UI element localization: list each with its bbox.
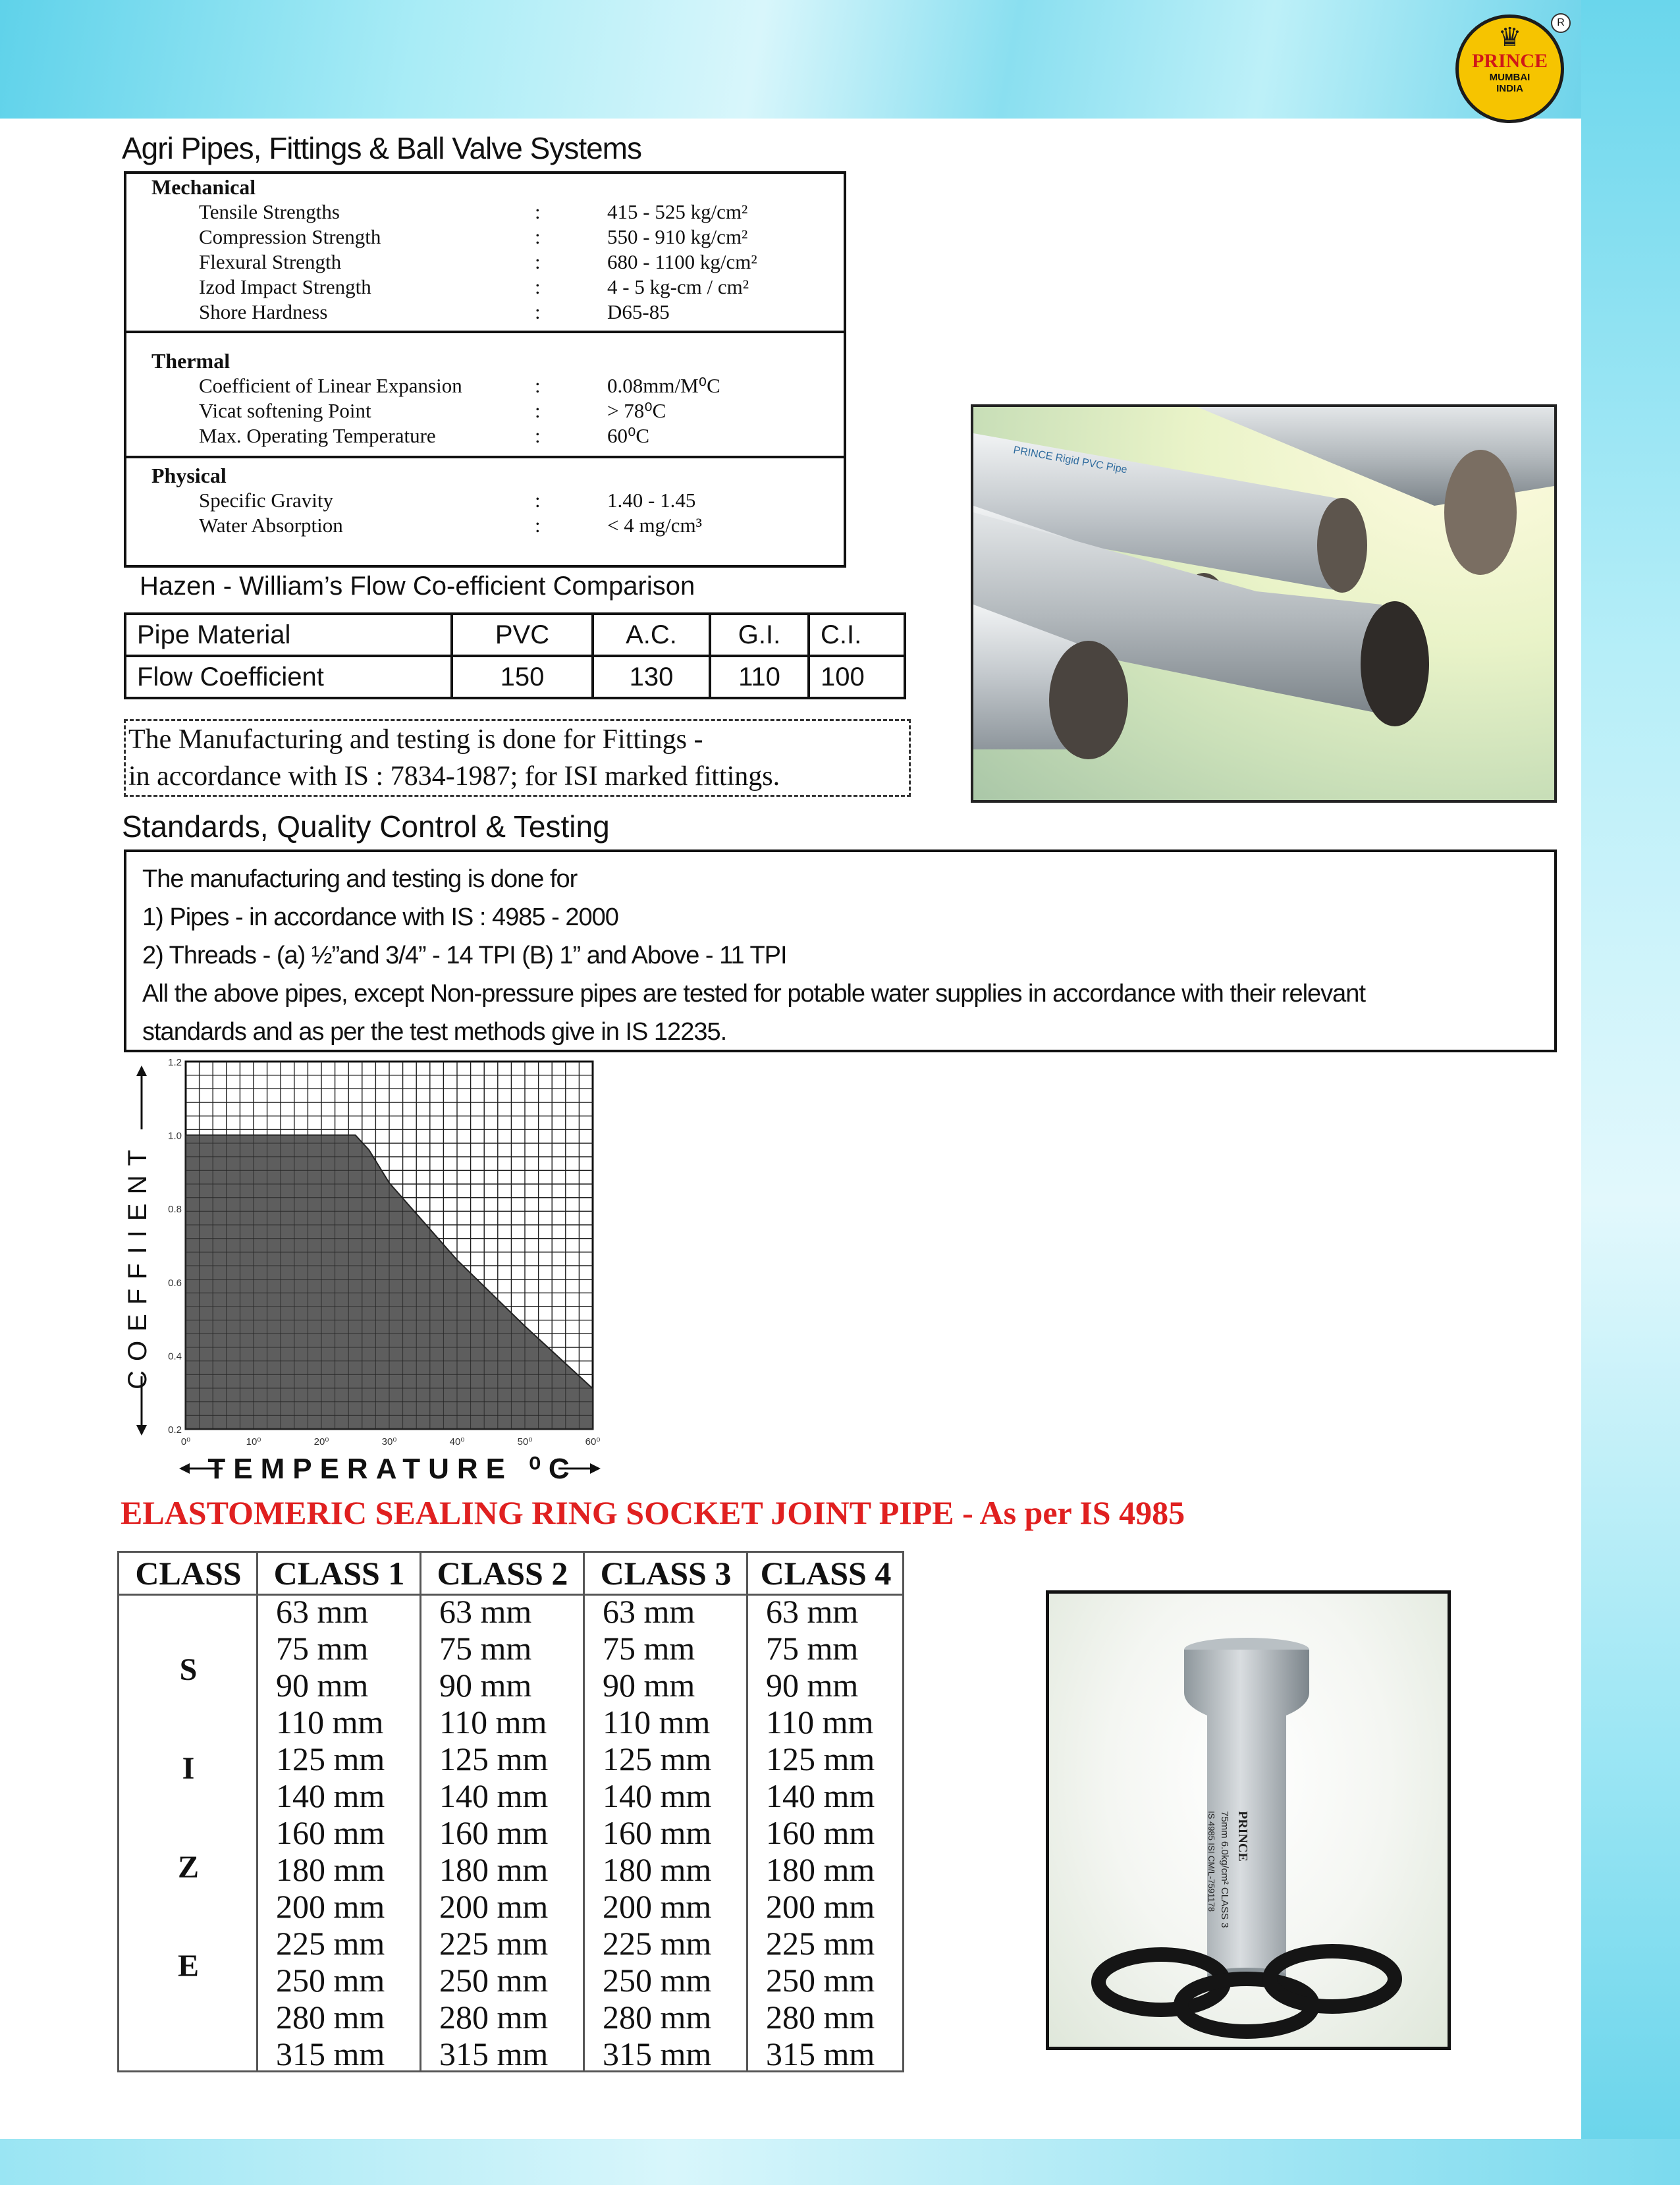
size-cell: 125 mm [439,1740,549,1777]
size-cell: 250 mm [276,1962,385,1999]
size-cell: 140 mm [603,1777,712,1814]
size-cell: 315 mm [766,2036,875,2072]
property-value: 415 - 525 kg/cm² [607,200,748,223]
size-cell: 280 mm [439,1999,549,2036]
section-title: Mechanical [151,175,256,199]
physical-section [126,456,844,570]
x-tick-label: 60⁰ [585,1436,601,1447]
note-line: The Manufacturing and testing is done for Fittings - [128,724,703,755]
table-cell: 130 [593,656,710,698]
property-row [199,250,831,275]
property-colon: : [535,489,541,512]
table-cell: 100 [809,656,905,698]
coefficient-chart [105,1054,632,1488]
size-cell: 225 mm [439,1925,549,1962]
socket-table-title: ELASTOMERIC SEALING RING SOCKET JOINT PIPE - As per IS 4985 [121,1494,1185,1531]
size-cell: 180 mm [439,1851,549,1888]
property-name: Flexural Strength [199,250,342,273]
property-value: 680 - 1100 kg/cm² [607,250,757,273]
table-cell: A.C. [593,614,710,656]
size-letter: I [182,1751,195,1786]
footer-background [0,2139,1680,2185]
standards-line: 1) Pipes - in accordance with IS : 4985 - 2000 [142,904,618,931]
table-cell: 150 [452,656,593,698]
property-name: Compression Strength [199,225,381,248]
size-cell: 160 mm [276,1814,385,1851]
size-cell: 200 mm [766,1888,875,1925]
table-header: CLASS 3 [600,1555,732,1592]
size-cell: 180 mm [603,1851,712,1888]
size-cell: 63 mm [766,1593,859,1630]
property-colon: : [535,200,541,223]
size-cell: 315 mm [439,2036,549,2072]
x-tick-label: 10⁰ [246,1436,261,1447]
table-divider [746,1553,748,2070]
note-line: in accordance with IS : 7834-1987; for ISI marked fittings. [128,761,780,792]
standards-line: standards and as per the test methods give in IS 12235. [142,1018,727,1046]
y-tick-label: 1.0 [168,1130,182,1142]
table-cell: G.I. [710,614,809,656]
logo-city: MUMBAI [1489,72,1531,83]
size-cell: 180 mm [276,1851,385,1888]
pipes-illustration [973,407,1554,800]
size-cell: 180 mm [766,1851,875,1888]
section-title: Thermal [151,349,230,373]
property-row [199,200,831,225]
size-cell: 225 mm [766,1925,875,1962]
property-value: 550 - 910 kg/cm² [607,225,748,248]
x-tick-label: 30⁰ [381,1436,397,1447]
standards-box [124,850,1557,1052]
header-background [0,0,1680,119]
property-row [199,374,831,399]
table-cell: C.I. [809,614,905,656]
registered-mark: R [1551,13,1571,33]
size-cell: 280 mm [603,1999,712,2036]
property-value: > 78⁰C [607,399,666,422]
size-cell: 125 mm [766,1740,875,1777]
size-letter: S [179,1652,198,1687]
property-value: D65-85 [607,300,670,323]
property-colon: : [535,374,541,397]
standards-title: Standards, Quality Control & Testing [122,809,610,844]
table-cell: Pipe Material [125,614,452,656]
size-cell: 125 mm [603,1740,712,1777]
property-colon: : [535,399,541,422]
size-letter: E [177,1949,199,1983]
y-tick-label: 1.2 [168,1057,182,1068]
x-axis-label: TEMPERATURE ⁰C [207,1453,578,1485]
pipe-print-brand: PRINCE [1235,1811,1250,1862]
table-cell: 110 [710,656,809,698]
property-value: 4 - 5 kg-cm / cm² [607,275,749,298]
pvc-pipes-photo [971,404,1557,803]
x-tick-label: 0⁰ [180,1436,191,1447]
side-background [1581,0,1680,2185]
x-axis-arrowhead [590,1463,601,1474]
y-tick-label: 0.4 [168,1351,182,1362]
size-cell: 140 mm [439,1777,549,1814]
property-name: Shore Hardness [199,300,328,323]
property-value: 0.08mm/M⁰C [607,374,720,397]
hazen-title: Hazen - William’s Flow Co-efficient Comparison [140,572,695,601]
table-header: CLASS 2 [437,1555,568,1592]
pipe-print-text: PRINCE Rigid PVC Pipe [1012,445,1128,476]
properties-box [124,171,846,568]
table-divider [256,1553,258,2070]
property-name: Izod Impact Strength [199,275,371,298]
table-header: CLASS [135,1555,242,1592]
size-cell: 110 mm [276,1704,384,1740]
size-cell: 63 mm [603,1593,695,1630]
size-cell: 75 mm [439,1630,532,1667]
y-tick-label: 0.8 [168,1204,182,1216]
property-name: Water Absorption [199,514,343,537]
standards-line: 2) Threads - (a) ½”and 3/4” - 14 TPI (B) 1” and Above - 11 TPI [142,942,787,969]
crown-icon: ♛ [1498,22,1522,52]
property-value: 1.40 - 1.45 [607,489,696,512]
size-cell: 90 mm [439,1667,532,1704]
property-row [199,399,831,424]
property-colon: : [535,275,541,298]
size-cell: 225 mm [603,1925,712,1962]
section-title: Physical [151,464,227,487]
size-cell: 75 mm [276,1630,369,1667]
property-row [199,300,831,325]
hazen-table [124,612,906,699]
table-divider [583,1553,585,2070]
property-name: Coefficient of Linear Expansion [199,374,462,397]
size-cell: 280 mm [766,1999,875,2036]
size-cell: 90 mm [603,1667,695,1704]
table-row [125,656,905,698]
table-header: CLASS 1 [273,1555,405,1592]
size-cell: 125 mm [276,1740,385,1777]
logo-country: INDIA [1496,83,1523,94]
x-tick-label: 40⁰ [449,1436,465,1447]
size-cell: 160 mm [766,1814,875,1851]
property-name: Vicat softening Point [199,399,371,422]
property-row [199,424,831,449]
y-tick-label: 0.2 [168,1424,182,1436]
x-tick-label: 50⁰ [517,1436,533,1447]
property-row [199,514,831,539]
pipe-print-spec: 75mm 6.0kg/cm² CLASS 3 [1219,1811,1230,1928]
y-axis-arrowhead [136,1425,147,1436]
size-cell: 200 mm [276,1888,385,1925]
logo-brand: PRINCE [1471,50,1548,72]
property-value: 60⁰C [607,424,650,447]
size-cell: 160 mm [439,1814,549,1851]
property-value: < 4 mg/cm³ [607,514,702,537]
socket-size-table [117,1551,904,2072]
table-row [125,614,905,656]
size-cell: 160 mm [603,1814,712,1851]
x-axis-arrowhead [179,1463,190,1474]
size-cell: 250 mm [766,1962,875,1999]
property-row [199,489,831,514]
table-cell: PVC [452,614,593,656]
property-name: Tensile Strengths [199,200,340,223]
size-cell: 200 mm [439,1888,549,1925]
prince-logo [1455,14,1564,123]
property-colon: : [535,424,541,447]
property-colon: : [535,225,541,248]
page-title: Agri Pipes, Fittings & Ball Valve Systems [122,131,641,165]
size-cell: 90 mm [276,1667,369,1704]
property-colon: : [535,300,541,323]
size-cell: 110 mm [766,1704,874,1740]
size-cell: 280 mm [276,1999,385,2036]
socket-pipe-photo [1046,1590,1451,2050]
size-cell: 250 mm [603,1962,712,1999]
size-cell: 315 mm [603,2036,712,2072]
property-row [199,275,831,300]
size-cell: 110 mm [439,1704,547,1740]
standards-line: All the above pipes, except Non-pressure pipes are tested for potable water supplies in accordance with their relevant [142,980,1365,1008]
size-cell: 75 mm [603,1630,695,1667]
property-name: Specific Gravity [199,489,334,512]
fittings-note [124,719,911,797]
property-colon: : [535,514,541,537]
size-cell: 140 mm [766,1777,875,1814]
thermal-section [126,331,844,458]
x-tick-label: 20⁰ [313,1436,329,1447]
y-axis-label: COEFFIIENT [123,1141,152,1389]
table-cell: Flow Coefficient [125,656,452,698]
property-row [199,225,831,250]
size-cell: 110 mm [603,1704,711,1740]
size-cell: 315 mm [276,2036,385,2072]
standards-line: The manufacturing and testing is done for [142,865,578,893]
size-cell: 63 mm [276,1593,369,1630]
mechanical-section [126,171,844,329]
table-divider [420,1553,421,2070]
socket-pipe-illustration [1049,1594,1448,2047]
property-colon: : [535,250,541,273]
size-cell: 63 mm [439,1593,532,1630]
size-cell: 225 mm [276,1925,385,1962]
pipe-print-standard: IS 4985 ISI CM/L-7591178 [1206,1811,1216,1912]
size-cell: 140 mm [276,1777,385,1814]
size-cell: 90 mm [766,1667,859,1704]
size-cell: 75 mm [766,1630,859,1667]
y-tick-label: 0.6 [168,1277,182,1289]
y-axis-arrowhead [136,1066,147,1076]
property-name: Max. Operating Temperature [199,424,436,447]
size-cell: 250 mm [439,1962,549,1999]
table-header: CLASS 4 [760,1555,892,1592]
size-cell: 200 mm [603,1888,712,1925]
size-letter: Z [177,1850,199,1885]
